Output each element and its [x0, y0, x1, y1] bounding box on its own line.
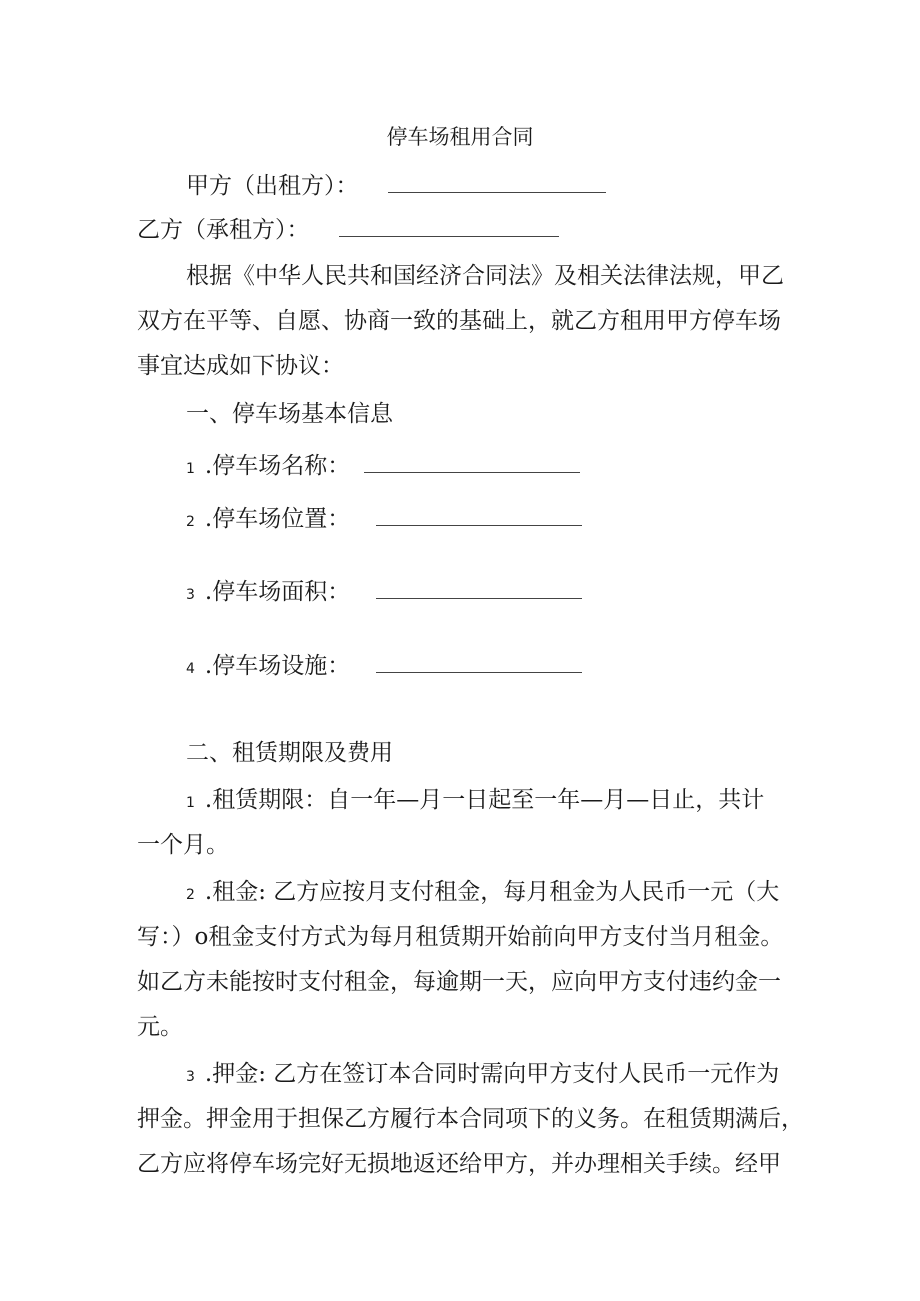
section-1-heading: 一、停车场基本信息 [186, 401, 393, 427]
item-number: 1 [186, 795, 195, 811]
rent-line-3: 如乙方未能按时支付租金，每逾期一天，应向甲方支付违约金一 [137, 969, 781, 995]
deposit-line-2: 押金。押金用于担保乙方履行本合同项下的义务。在租赁期满后， [137, 1106, 804, 1132]
party-a-label: 甲方（出租方）： [186, 173, 359, 199]
info-item-location [186, 503, 582, 535]
document-title: 停车场租用合同 [386, 125, 534, 149]
rent-line-4: 元。 [137, 1014, 183, 1040]
item-label: .停车场位置： [204, 506, 351, 532]
party-b-label: 乙方（承租方）： [137, 217, 310, 243]
intro-line-2: 双方在平等、自愿、协商一致的基础上，就乙方租用甲方停车场 [137, 308, 781, 334]
intro-line-3: 事宜达成如下协议： [137, 353, 344, 379]
term-text: .租赁期限：自一年—月一日起至一年—月—日止，共计 [204, 787, 765, 813]
info-item-facilities [186, 650, 582, 682]
location-blank [376, 505, 582, 526]
deposit-line-1 [186, 1058, 779, 1090]
item-number: 2 [186, 887, 195, 903]
item-label: .停车场面积： [204, 579, 351, 605]
party-a-blank [388, 172, 606, 193]
item-number: 4 [186, 661, 195, 677]
item-number: 3 [186, 1069, 195, 1085]
area-blank [376, 578, 582, 599]
info-item-name [186, 450, 580, 482]
party-a-row [186, 170, 606, 202]
rent-line-1 [186, 876, 779, 908]
item-label: .停车场设施： [204, 653, 351, 679]
party-b-blank [339, 216, 559, 237]
item-number: 2 [186, 514, 195, 530]
facilities-blank [376, 652, 582, 673]
deposit-text: .押金: 乙方在签订本合同时需向甲方支付人民币一元作为 [204, 1061, 780, 1087]
party-b-row [137, 214, 559, 246]
rent-text: .租金: 乙方应按月支付租金，每月租金为人民币一元（大 [204, 879, 780, 905]
rent-line-2: 写：）o租金支付方式为每月租赁期开始前向甲方支付当月租金。 [137, 924, 784, 950]
item-number: 1 [186, 461, 195, 477]
info-item-area [186, 576, 582, 608]
intro-line-1: 根据《中华人民共和国经济合同法》及相关法律法规，甲乙 [186, 263, 784, 289]
item-label: .停车场名称： [204, 453, 351, 479]
item-number: 3 [186, 587, 195, 603]
term-line-1 [186, 784, 764, 816]
section-2-heading: 二、租赁期限及费用 [186, 740, 393, 766]
term-line-2: 一个月。 [137, 832, 229, 858]
name-blank [364, 452, 580, 473]
deposit-line-3: 乙方应将停车场完好无损地返还给甲方，并办理相关手续。经甲 [137, 1151, 781, 1177]
